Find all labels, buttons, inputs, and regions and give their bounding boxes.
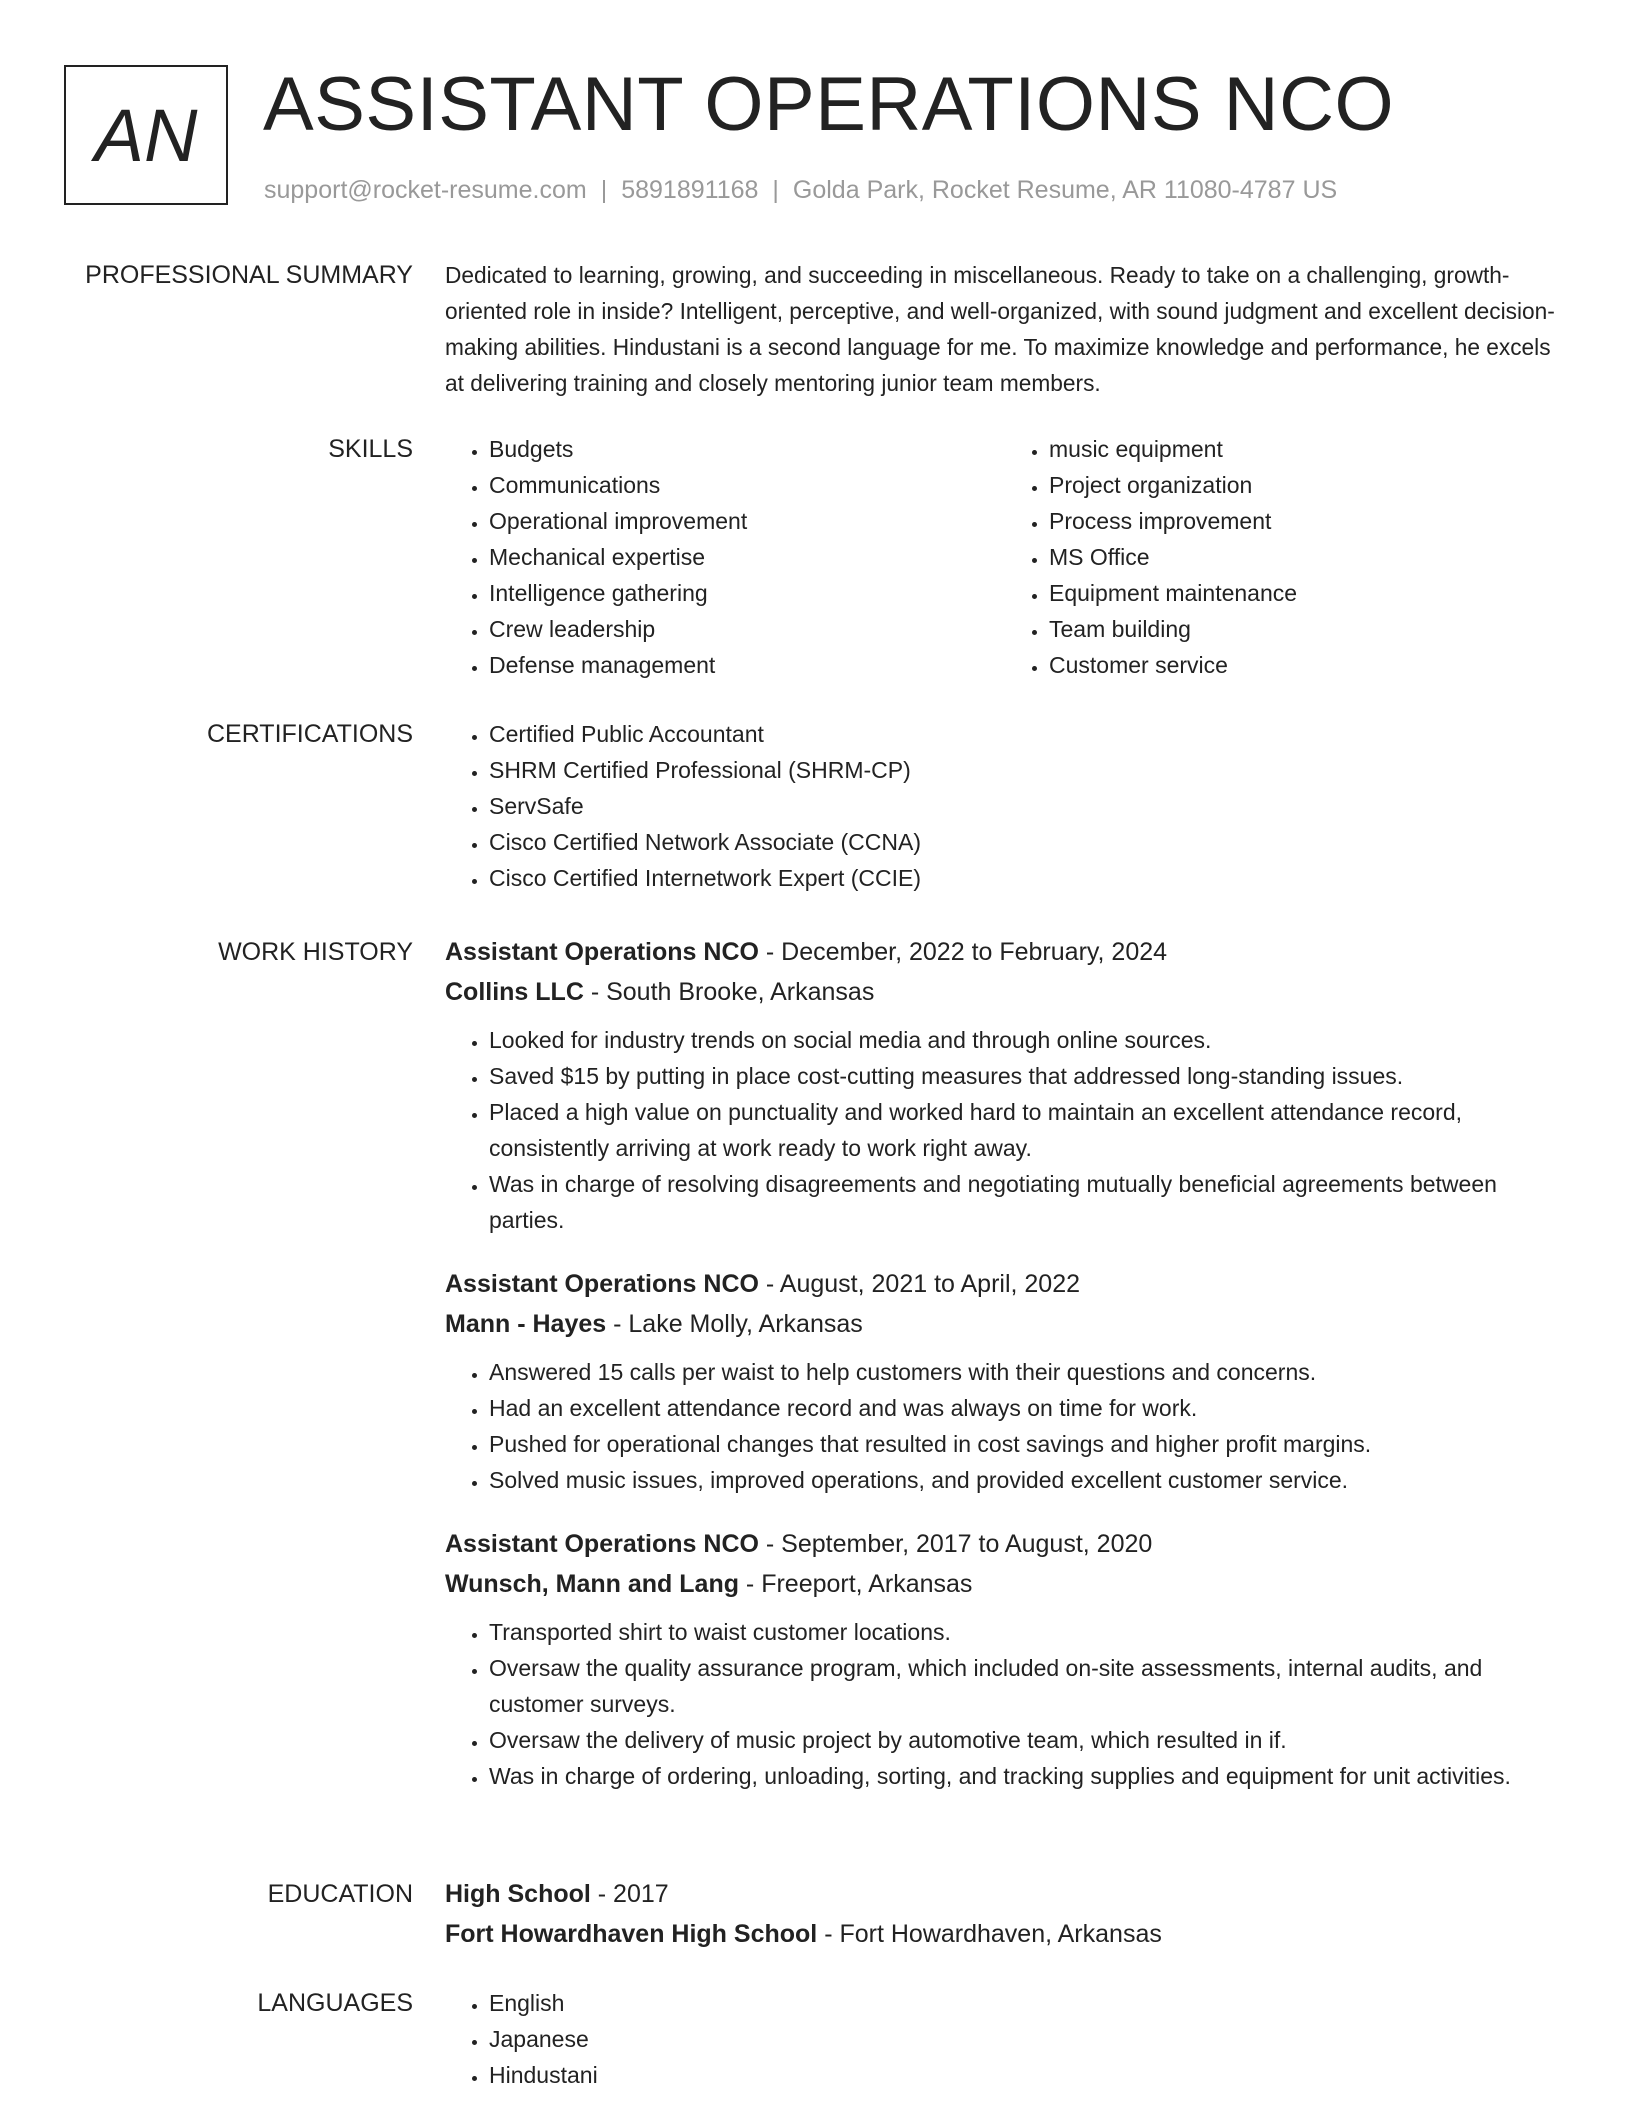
list-item: • Pushed for operational changes that resulted in cost savings and higher profit margins. — [489, 1426, 1565, 1462]
job-company: Wunsch, Mann and Lang — [445, 1570, 739, 1598]
contact-phone[interactable]: 5891891168 — [621, 176, 759, 204]
job-title-line — [445, 1264, 1565, 1304]
list-item: • Team building — [1049, 611, 1565, 647]
list-item: • English — [489, 1985, 1565, 2021]
education-school-line — [445, 1914, 1565, 1954]
job-title-line — [445, 1524, 1565, 1564]
job-title: Assistant Operations NCO — [445, 938, 759, 966]
job-org-line — [445, 972, 1565, 1012]
education-year: - 2017 — [590, 1880, 669, 1908]
list-item: • Answered 15 calls per waist to help customers with their questions and concerns. — [489, 1354, 1565, 1390]
job-entry — [445, 1264, 1565, 1498]
section-label: EDUCATION — [267, 1880, 413, 1908]
list-item: • Cisco Certified Network Associate (CCNA) — [489, 824, 1565, 860]
contact-address: Golda Park, Rocket Resume, AR 11080-4787 US — [792, 176, 1338, 204]
candidate-name: ASSISTANT OPERATIONS NCO — [263, 62, 1395, 147]
job-bullets — [445, 1354, 1565, 1498]
list-item: • Defense management — [489, 647, 1005, 683]
resume-header — [64, 62, 1592, 215]
certifications-list — [445, 716, 1565, 896]
contact-line — [264, 176, 1337, 205]
job-title: Assistant Operations NCO — [445, 1270, 759, 1298]
list-item: • Placed a high value on punctuality and worked hard to maintain an excellent attendance record, consistently arriving at work ready to work right away. — [489, 1094, 1565, 1166]
list-item: • SHRM Certified Professional (SHRM-CP) — [489, 752, 1565, 788]
list-item: • Operational improvement — [489, 503, 1005, 539]
job-org-line — [445, 1564, 1565, 1604]
job-location: - Freeport, Arkansas — [738, 1570, 973, 1598]
languages-list — [445, 1985, 1565, 2093]
list-item: • Saved $15 by putting in place cost-cutting measures that addressed long-standing issues. — [489, 1058, 1565, 1094]
education-degree-line — [445, 1874, 1565, 1914]
list-item: • Mechanical expertise — [489, 539, 1005, 575]
job-dates: - August, 2021 to April, 2022 — [758, 1270, 1081, 1298]
education-degree: High School — [445, 1880, 591, 1908]
job-bullets — [445, 1022, 1565, 1238]
list-item: • Oversaw the quality assurance program, which included on-site assessments, internal audits, and customer surveys. — [489, 1650, 1565, 1722]
section-label: SKILLS — [328, 435, 413, 463]
list-item: • Intelligence gathering — [489, 575, 1005, 611]
list-item: • Cisco Certified Internetwork Expert (CCIE) — [489, 860, 1565, 896]
job-org-line — [445, 1304, 1565, 1344]
list-item: • Project organization — [1049, 467, 1565, 503]
job-title: Assistant Operations NCO — [445, 1530, 759, 1558]
education-school: Fort Howardhaven High School — [445, 1920, 818, 1948]
list-item: • Japanese — [489, 2021, 1565, 2057]
contact-separator: | — [600, 176, 608, 204]
section-label: CERTIFICATIONS — [206, 720, 413, 748]
section-label: PROFESSIONAL SUMMARY — [85, 261, 413, 289]
skills-list-right — [1005, 431, 1565, 683]
job-entry — [445, 932, 1565, 1238]
list-item: • Process improvement — [1049, 503, 1565, 539]
list-item: • Equipment maintenance — [1049, 575, 1565, 611]
summary-text: Dedicated to learning, growing, and succeeding in miscellaneous. Ready to take on a challenging, growth-oriented role in inside? Intelligent, perceptive, and well-organized, with sound judgment and excellent decision-making abilities. Hindustani is a second language for me. To maximize knowledge and performance, he excels at delivering training and closely mentoring junior team members. — [445, 262, 1555, 396]
skills-list-left — [445, 431, 1005, 683]
job-title-line — [445, 932, 1565, 972]
list-item: • music equipment — [1049, 431, 1565, 467]
job-location: - South Brooke, Arkansas — [583, 978, 875, 1006]
list-item: • Was in charge of ordering, unloading, sorting, and tracking supplies and equipment for unit activities. — [489, 1758, 1565, 1794]
job-dates: - December, 2022 to February, 2024 — [758, 938, 1168, 966]
list-item: • Oversaw the delivery of music project by automotive team, which resulted in if. — [489, 1722, 1565, 1758]
list-item: • Certified Public Accountant — [489, 716, 1565, 752]
list-item: • Hindustani — [489, 2057, 1565, 2093]
list-item: • Communications — [489, 467, 1005, 503]
monogram: AN — [64, 65, 228, 205]
education-location: - Fort Howardhaven, Arkansas — [817, 1920, 1162, 1948]
job-company: Mann - Hayes — [445, 1310, 607, 1338]
section-label: WORK HISTORY — [218, 938, 413, 966]
list-item: • Looked for industry trends on social media and through online sources. — [489, 1022, 1565, 1058]
contact-email[interactable]: support@rocket-resume.com — [264, 176, 587, 204]
list-item: • Budgets — [489, 431, 1005, 467]
job-bullets — [445, 1614, 1565, 1794]
list-item: • Customer service — [1049, 647, 1565, 683]
job-location: - Lake Molly, Arkansas — [606, 1310, 863, 1338]
job-entry — [445, 1524, 1565, 1794]
list-item: • Had an excellent attendance record and was always on time for work. — [489, 1390, 1565, 1426]
job-company: Collins LLC — [445, 978, 584, 1006]
list-item: • Transported shirt to waist customer locations. — [489, 1614, 1565, 1650]
list-item: • Was in charge of resolving disagreements and negotiating mutually beneficial agreements between parties. — [489, 1166, 1565, 1238]
section-label: LANGUAGES — [257, 1989, 413, 2017]
job-dates: - September, 2017 to August, 2020 — [758, 1530, 1153, 1558]
list-item: • Crew leadership — [489, 611, 1005, 647]
contact-separator: | — [772, 176, 779, 204]
list-item: • MS Office — [1049, 539, 1565, 575]
list-item: • Solved music issues, improved operations, and provided excellent customer service. — [489, 1462, 1565, 1498]
list-item: • ServSafe — [489, 788, 1565, 824]
